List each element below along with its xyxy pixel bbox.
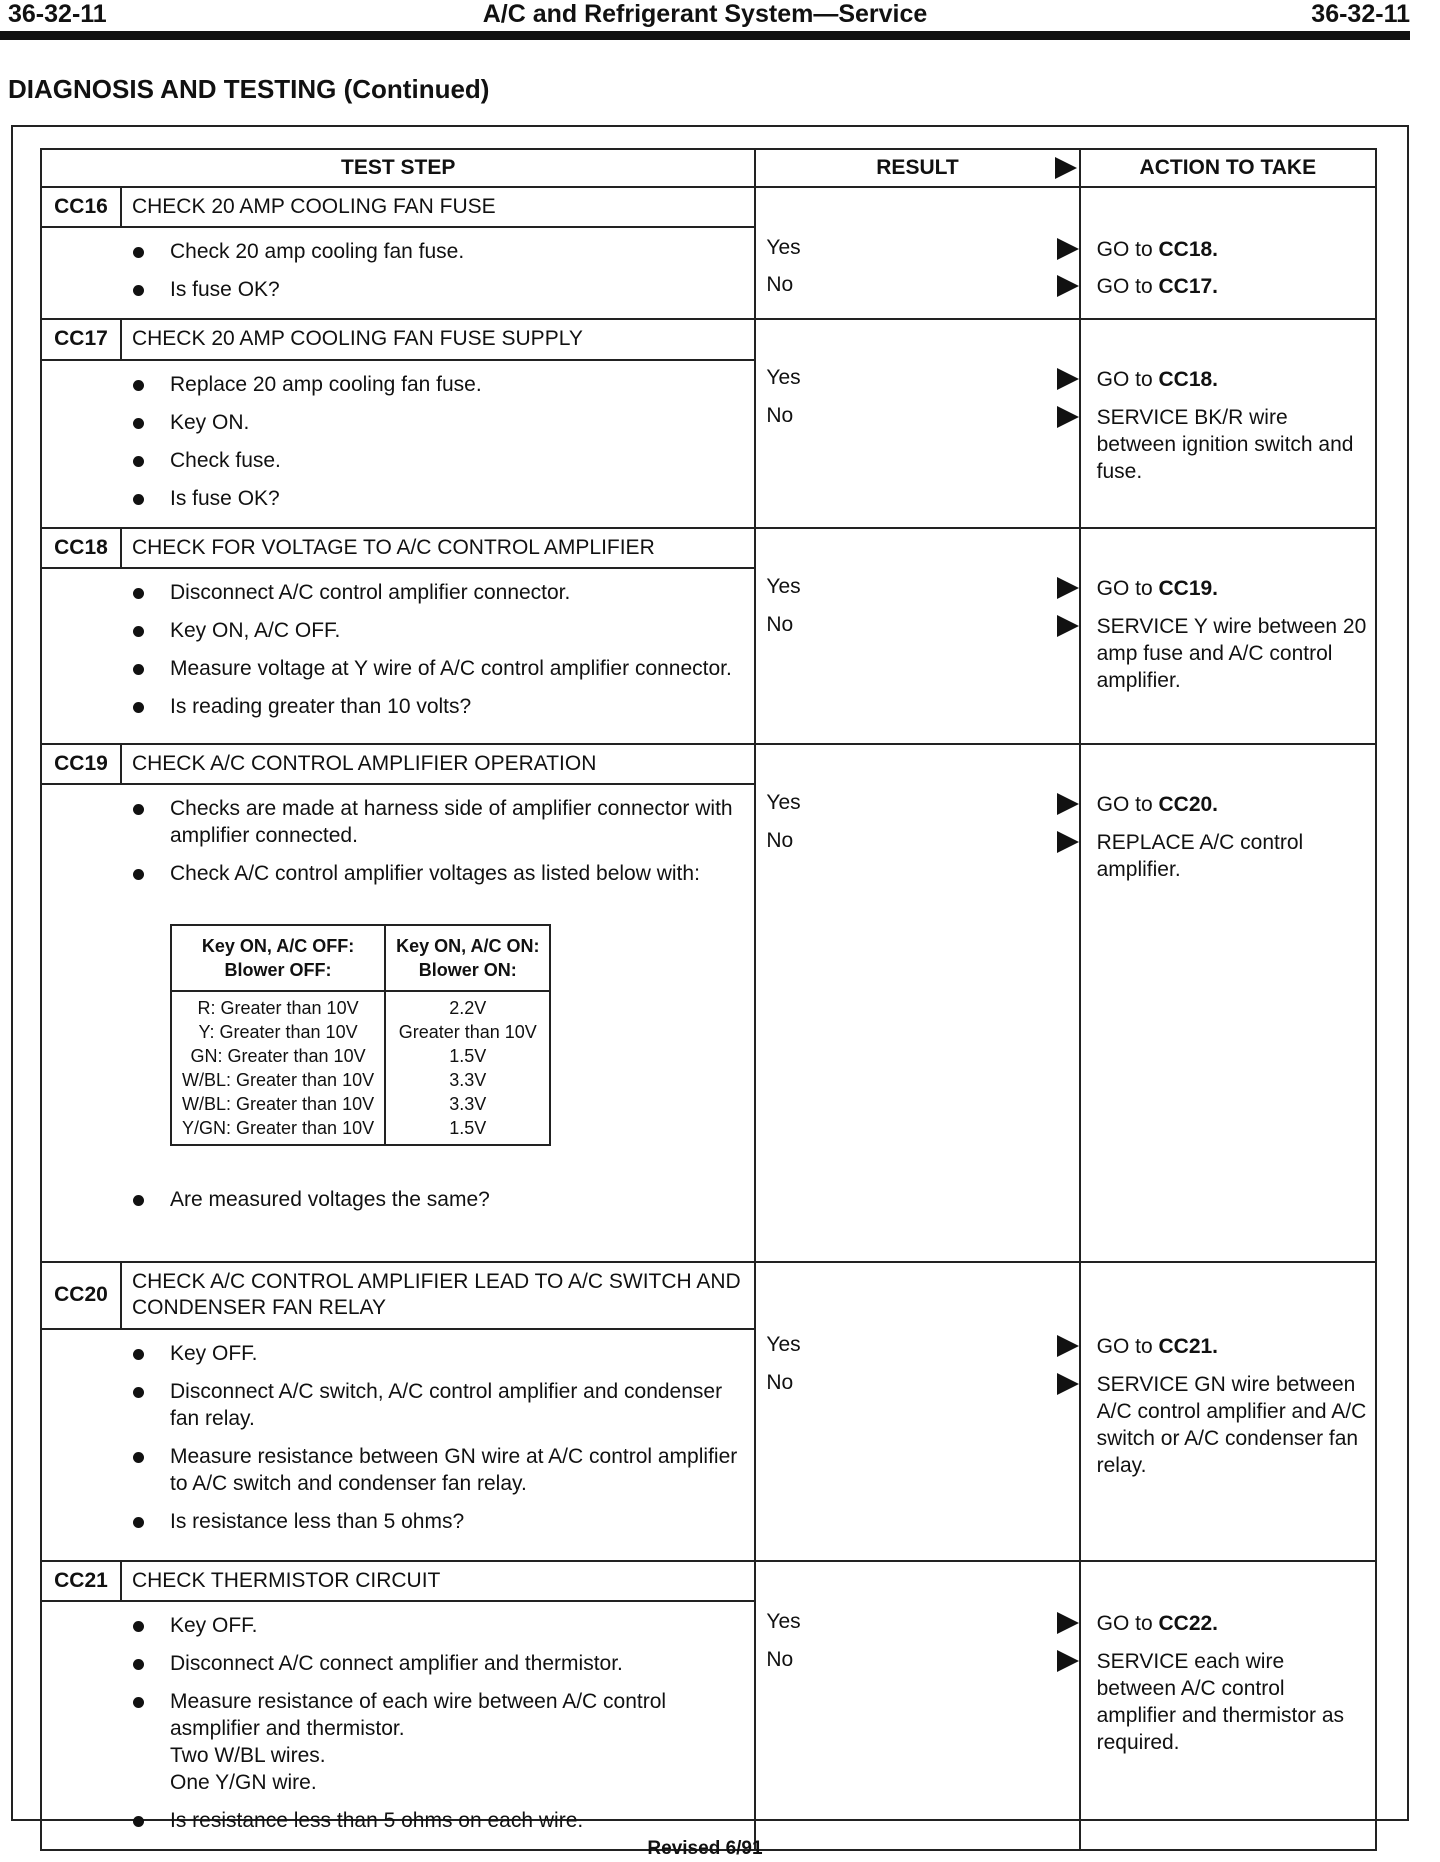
result-label: Yes (766, 574, 801, 598)
action-yes (1097, 366, 1367, 393)
list-item (42, 371, 754, 398)
action-text: REPLACE A/C control amplifier. (1096, 830, 1304, 881)
header-line: Blower OFF: (224, 960, 332, 980)
action-step-ref: CC19. (1158, 576, 1219, 600)
action-text: SERVICE BK/R wire between ignition switch and fuse. (1096, 406, 1354, 484)
arrow-icon (1057, 831, 1079, 853)
bullet-icon (133, 1387, 144, 1398)
action-step-ref: CC18. (1158, 238, 1219, 261)
arrow-icon (1057, 1335, 1079, 1357)
revision-footer: Revised 6/91 (647, 1838, 763, 1859)
bullet-icon (133, 588, 144, 599)
diagnosis-table (40, 148, 1377, 1851)
bullet-icon (133, 494, 144, 505)
bullet-icon (133, 456, 144, 467)
action-step-ref: CC21. (1158, 1335, 1219, 1358)
bullet-icon (133, 1517, 144, 1528)
bullet-icon (133, 247, 144, 258)
action-no (1097, 613, 1367, 694)
arrow-icon (1057, 238, 1079, 260)
header-rule (0, 31, 1410, 40)
action-yes (1097, 236, 1367, 263)
step-code: CC21 (41, 1561, 121, 1601)
voltage-col2-header (385, 925, 550, 991)
voltage-value: 3.3V (449, 1070, 487, 1090)
voltage-col1-header (171, 925, 385, 991)
step-title: CHECK A/C CONTROL AMPLIFIER OPERATION (121, 744, 755, 784)
list-item (42, 1378, 754, 1432)
action-cell (1080, 187, 1376, 319)
step-title-row (41, 744, 1376, 784)
voltage-value: W/BL: Greater than 10V (182, 1070, 375, 1090)
bullet-icon (133, 418, 144, 429)
result-label: Yes (766, 236, 801, 259)
result-no (766, 613, 1078, 641)
page-header-title: A/C and Refrigerant System—Service (482, 0, 928, 28)
page-number-left: 36-32-11 (8, 0, 107, 28)
table-header-row (41, 149, 1376, 187)
action-step-ref: CC22. (1158, 1611, 1219, 1635)
bullet-text: Are measured voltages the same? (170, 1188, 490, 1211)
bullet-icon (133, 1195, 144, 1206)
result-label: No (766, 1371, 794, 1394)
bullet-text: Is resistance less than 5 ohms? (170, 1509, 465, 1533)
page-number-right: 36-32-11 (1311, 0, 1410, 28)
bullet-text: Is fuse OK? (170, 278, 280, 302)
bullet-text: Disconnect A/C connect amplifier and thermistor. (170, 1651, 623, 1675)
bullet-text: Check A/C control amplifier voltages as listed below with: (170, 862, 700, 885)
list-item (42, 1186, 754, 1213)
bullet-text: Key ON, A/C OFF. (170, 618, 341, 642)
step-code: CC18 (41, 528, 121, 568)
bullet-icon (133, 702, 144, 713)
header-line: Key ON, A/C OFF: (201, 936, 355, 956)
header-result-label: RESULT (876, 156, 959, 179)
arrow-icon (1057, 793, 1079, 815)
result-label: Yes (766, 366, 801, 390)
step-body (41, 568, 755, 744)
voltage-value: GN: Greater than 10V (190, 1046, 366, 1066)
action-cell (1080, 1262, 1376, 1561)
header-result (755, 149, 1079, 187)
step-title: CHECK FOR VOLTAGE TO A/C CONTROL AMPLIFIER (121, 528, 755, 568)
list-item (42, 795, 754, 849)
bullet-icon (133, 380, 144, 391)
result-label: No (766, 273, 794, 296)
step-body (41, 784, 755, 1262)
voltage-col1-values (171, 991, 385, 1145)
bullet-text: Measure resistance of each wire between A/C control asmplifier and thermistor. (170, 1689, 667, 1740)
bullet-icon (133, 1816, 144, 1827)
list-item (42, 860, 754, 887)
bullet-text: Checks are made at harness side of amplifier connector with amplifier connected. (170, 797, 733, 847)
bullet-icon (133, 664, 144, 675)
step-code: CC16 (41, 187, 121, 227)
result-no (766, 273, 1078, 301)
list-item (42, 447, 754, 474)
result-label: No (766, 612, 794, 636)
bullet-text: Is reading greater than 10 volts? (170, 694, 472, 718)
bullet-icon (133, 869, 144, 880)
section-title: DIAGNOSIS AND TESTING (Continued) (8, 74, 490, 104)
list-item (42, 1443, 754, 1497)
action-step-ref: CC18. (1158, 368, 1219, 392)
voltage-table (170, 924, 551, 1146)
action-text: GO to (1096, 275, 1159, 298)
list-item (42, 276, 754, 303)
step-title-row (41, 187, 1376, 227)
list-item (42, 1612, 754, 1639)
voltage-value: Greater than 10V (398, 1022, 537, 1042)
arrow-icon (1057, 406, 1079, 428)
step-title-row (41, 528, 1376, 568)
bullet-icon (133, 1621, 144, 1632)
page-header (0, 0, 1410, 30)
action-no (1097, 273, 1367, 300)
bullet-text: Measure resistance between GN wire at A/C control amplifier to A/C switch and condenser fan relay. (170, 1444, 738, 1495)
result-cell (755, 1262, 1079, 1561)
action-cell (1080, 744, 1376, 1262)
list-item (42, 655, 754, 682)
step-title-row (41, 319, 1376, 359)
action-no (1097, 404, 1367, 485)
voltage-value: W/BL: Greater than 10V (182, 1094, 375, 1114)
voltage-col2-values (385, 991, 550, 1145)
header-action: ACTION TO TAKE (1080, 149, 1376, 187)
bullet-text: Replace 20 amp cooling fan fuse. (170, 372, 482, 396)
step-title-row (41, 1262, 1376, 1329)
bullet-icon (133, 1452, 144, 1463)
action-text: GO to (1096, 576, 1159, 600)
action-text: GO to (1096, 792, 1159, 816)
result-label: No (766, 1647, 794, 1671)
result-label: Yes (766, 1609, 801, 1633)
action-cell (1080, 1561, 1376, 1850)
list-item (42, 1807, 754, 1834)
bullet-text: Disconnect A/C control amplifier connector. (170, 580, 571, 604)
bullet-icon (133, 626, 144, 637)
step-title: CHECK 20 AMP COOLING FAN FUSE (121, 187, 755, 227)
result-yes (766, 1333, 1078, 1361)
bullet-text: Key ON. (170, 410, 250, 434)
voltage-value: 1.5V (449, 1046, 487, 1066)
result-yes (766, 366, 1078, 394)
header-line: Blower ON: (418, 960, 517, 980)
action-step-ref: CC20. (1158, 792, 1219, 816)
action-text: SERVICE each wire between A/C control amplifier and thermistor as required. (1096, 1649, 1345, 1754)
action-cell (1080, 319, 1376, 527)
step-code: CC17 (41, 319, 121, 359)
bullet-icon (133, 804, 144, 815)
bullet-icon (133, 1697, 144, 1708)
bullet-icon (133, 1349, 144, 1360)
step-body (41, 227, 755, 319)
result-cell (755, 1561, 1079, 1850)
arrow-icon (1055, 157, 1077, 179)
step-body (41, 360, 755, 528)
action-text: GO to (1096, 368, 1159, 392)
action-text: GO to (1096, 1335, 1159, 1358)
result-yes (766, 1610, 1078, 1638)
result-no (766, 1371, 1078, 1399)
voltage-value: Y: Greater than 10V (198, 1022, 358, 1042)
list-item (42, 1508, 754, 1535)
list-item (42, 617, 754, 644)
result-yes (766, 575, 1078, 603)
action-cell (1080, 528, 1376, 744)
step-title: CHECK 20 AMP COOLING FAN FUSE SUPPLY (121, 319, 755, 359)
list-item (42, 579, 754, 606)
result-yes (766, 791, 1078, 819)
list-item (42, 238, 754, 265)
arrow-icon (1057, 275, 1079, 297)
result-no (766, 1648, 1078, 1676)
voltage-value: 1.5V (449, 1118, 487, 1138)
list-item (42, 485, 754, 512)
arrow-icon (1057, 368, 1079, 390)
bullet-text: Check fuse. (170, 448, 281, 472)
voltage-value: R: Greater than 10V (197, 998, 359, 1018)
step-code: CC19 (41, 744, 121, 784)
action-text: GO to (1096, 1611, 1159, 1635)
bullet-text: Is fuse OK? (170, 486, 280, 510)
bullet-text: Key OFF. (170, 1613, 258, 1637)
result-cell (755, 319, 1079, 527)
step-body (41, 1601, 755, 1850)
action-text: SERVICE GN wire between A/C control amplifier and A/C switch or A/C condenser fan relay. (1096, 1373, 1367, 1477)
step-title-row (41, 1561, 1376, 1601)
result-label: Yes (766, 1333, 801, 1356)
bullet-icon (133, 285, 144, 296)
action-text: GO to (1096, 238, 1159, 261)
arrow-icon (1057, 1612, 1079, 1634)
bullet-text: Check 20 amp cooling fan fuse. (170, 240, 465, 264)
step-body (41, 1329, 755, 1561)
step-code: CC20 (41, 1262, 121, 1329)
voltage-value: 3.3V (449, 1094, 487, 1114)
list-item (42, 1650, 754, 1677)
result-no (766, 829, 1078, 857)
wire-note: Two W/BL wires. (170, 1743, 326, 1767)
action-yes (1097, 791, 1367, 818)
arrow-icon (1057, 615, 1079, 637)
result-cell (755, 187, 1079, 319)
result-yes (766, 236, 1078, 264)
bullet-text: Disconnect A/C switch, A/C control amplifier and condenser fan relay. (170, 1379, 723, 1430)
voltage-value: Y/GN: Greater than 10V (182, 1118, 375, 1138)
action-no (1097, 829, 1367, 883)
result-label: No (766, 404, 794, 428)
action-yes (1097, 575, 1367, 602)
result-label: No (766, 828, 794, 852)
arrow-icon (1057, 577, 1079, 599)
bullet-text: Key OFF. (170, 1341, 258, 1365)
result-cell (755, 528, 1079, 744)
list-item (42, 693, 754, 720)
action-no (1097, 1371, 1367, 1479)
result-no (766, 404, 1078, 432)
arrow-icon (1057, 1373, 1079, 1395)
result-label: Yes (766, 790, 801, 814)
voltage-value: 2.2V (449, 998, 487, 1018)
list-item (42, 1688, 754, 1796)
arrow-icon (1057, 1650, 1079, 1672)
wire-note: One Y/GN wire. (170, 1770, 317, 1794)
result-cell (755, 744, 1079, 1262)
step-title: CHECK A/C CONTROL AMPLIFIER LEAD TO A/C SWITCH AND CONDENSER FAN RELAY (121, 1262, 755, 1329)
list-item (42, 409, 754, 436)
step-title: CHECK THERMISTOR CIRCUIT (121, 1561, 755, 1601)
action-yes (1097, 1333, 1367, 1360)
action-yes (1097, 1610, 1367, 1637)
action-no (1097, 1648, 1367, 1756)
bullet-text: Is resistance less than 5 ohms on each wire. (170, 1808, 584, 1832)
bullet-text: Measure voltage at Y wire of A/C control amplifier connector. (170, 656, 732, 680)
header-test-step: TEST STEP (41, 149, 755, 187)
bullet-icon (133, 1659, 144, 1670)
list-item (42, 1340, 754, 1367)
action-text: SERVICE Y wire between 20 amp fuse and A/C control amplifier. (1096, 614, 1367, 692)
header-line: Key ON, A/C ON: (396, 936, 540, 956)
action-step-ref: CC17. (1158, 275, 1219, 298)
